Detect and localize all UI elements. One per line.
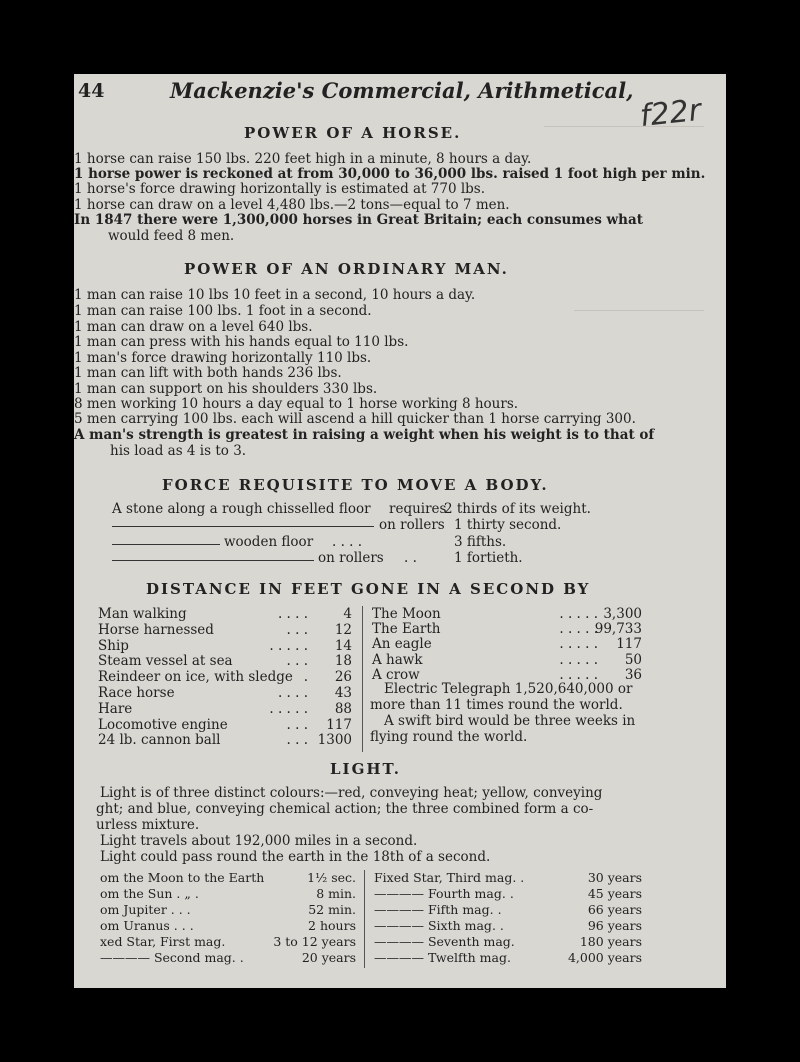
light-left-row-value: 3 to 12 years	[273, 934, 356, 949]
bleed-through-mark	[544, 126, 704, 135]
distance-left-row-label: Locomotive engine	[98, 716, 228, 733]
distance-left-row-label: Hare	[98, 700, 133, 717]
light-left-row-label: ———— Second mag. .	[100, 950, 244, 965]
distance-right-row-leader-dots: . . . . .	[559, 652, 598, 668]
distance-left-row-value: 43	[334, 685, 352, 701]
light-left-row-label: om the Moon to the Earth	[100, 870, 265, 885]
horse-line-4: 1 horse can draw on a level 4,480 lbs.—2 tons—equal to 7 men.	[74, 197, 510, 213]
horse-line-5: In 1847 there were 1,300,000 horses in Great Britain; each consumes what	[74, 212, 643, 228]
running-head: Mackenzie's Commercial, Arithmetical,	[170, 78, 634, 103]
distance-right-row-value: 3,300	[603, 606, 642, 622]
light-left-row-value: 1½ sec.	[307, 870, 356, 885]
distance-left-row-label: Race horse	[98, 685, 175, 701]
page-number: 44	[78, 80, 105, 102]
distance-left-row-label: Ship	[98, 637, 129, 654]
distance-left-row-value: 18	[334, 653, 352, 670]
distance-right-row-label: A hawk	[372, 651, 423, 668]
distance-left-row-value: 117	[326, 716, 352, 733]
light-right-row-value: 66 years	[587, 902, 642, 917]
distance-left-row-leader-dots: . . .	[286, 717, 308, 733]
section-heading-distance: DISTANCE IN FEET GONE IN A SECOND BY	[146, 580, 591, 598]
light-right-row-value: 30 years	[587, 870, 642, 885]
distance-left-row-leader-dots: . . . .	[277, 686, 308, 701]
man-line-11: his load as 4 is to 3.	[110, 443, 247, 459]
man-line-1: 1 man can raise 10 lbs 10 feet in a second, 10 hours a day.	[74, 287, 476, 303]
light-left-row-value: 20 years	[301, 950, 356, 965]
force-row3-label: wooden floor	[224, 534, 314, 550]
distance-right-row-value: 36	[624, 666, 642, 683]
light-right-row-label: ———— Sixth mag. .	[374, 918, 504, 933]
man-line-2: 1 man can raise 100 lbs. 1 foot in a second.	[74, 303, 372, 319]
telegraph-line-2: more than 11 times round the world.	[370, 697, 623, 713]
section-heading-horse: POWER OF A HORSE.	[244, 124, 462, 142]
distance-right-row-leader-dots: . . . . .	[559, 622, 598, 638]
distance-left-row-label: Steam vessel at sea	[98, 653, 233, 670]
ditto-rule	[112, 544, 220, 545]
man-line-4: 1 man can press with his hands equal to 110 lbs.	[74, 334, 409, 350]
distance-right-row-label: An eagle	[372, 636, 432, 653]
telegraph-line-1: Electric Telegraph 1,520,640,000 or	[384, 681, 633, 697]
light-line-5: Light could pass round the earth in the 18th of a second.	[100, 849, 491, 865]
distance-right-row-value: 50	[624, 651, 642, 668]
force-row2-value: 1 thirty second.	[454, 517, 562, 533]
distance-left-row-label: Reindeer on ice, with sledge	[98, 669, 293, 686]
man-line-5: 1 man's force drawing horizontally 110 lbs.	[74, 350, 372, 366]
horse-line-6: would feed 8 men.	[108, 228, 235, 244]
light-right-row-label: ———— Fifth mag. .	[374, 902, 502, 917]
distance-right-row-leader-dots: . . . . .	[559, 667, 598, 683]
light-right-row-value: 45 years	[587, 886, 642, 901]
distance-left-row-label: 24 lb. cannon ball	[98, 732, 221, 749]
light-right-row-label: ———— Fourth mag. .	[374, 886, 514, 901]
column-divider	[364, 870, 365, 968]
force-row2-label: on rollers	[379, 517, 445, 533]
light-line-1: Light is of three distinct colours:—red, conveying heat; yellow, conveying	[100, 785, 603, 801]
force-row1-value: 2 thirds of its weight.	[444, 501, 591, 517]
distance-left-row-leader-dots: . . .	[286, 733, 308, 749]
horse-line-3: 1 horse's force drawing horizontally is estimated at 770 lbs.	[74, 181, 486, 197]
telegraph-line-3: A swift bird would be three weeks in	[384, 713, 636, 729]
man-line-3: 1 man can draw on a level 640 lbs.	[74, 319, 313, 335]
scanned-page	[74, 74, 726, 988]
light-line-4: Light travels about 192,000 miles in a second.	[100, 833, 418, 849]
force-row4-value: 1 fortieth.	[454, 550, 523, 566]
force-row4-dots: . .	[404, 550, 417, 566]
light-right-row-value: 4,000 years	[567, 950, 642, 965]
man-line-9: 5 men carrying 100 lbs. each will ascend a hill quicker than 1 horse carrying 300.	[74, 411, 636, 427]
light-right-row-value: 180 years	[579, 934, 642, 949]
light-left-row-value: 2 hours	[308, 918, 356, 933]
section-heading-man: POWER OF AN ORDINARY MAN.	[184, 260, 509, 278]
force-row1-subject: A stone along a rough chisselled floor	[112, 501, 371, 517]
handwritten-folio-note: f22r	[638, 92, 703, 135]
distance-left-row-value: 4	[343, 606, 352, 622]
man-line-10: A man's strength is greatest in raising a weight when his weight is to that of	[74, 427, 655, 443]
distance-right-row-label: A crow	[372, 666, 420, 683]
column-divider	[362, 606, 363, 752]
bleed-through-mark	[574, 310, 704, 319]
light-left-row-label: xed Star, First mag.	[100, 934, 226, 949]
distance-left-row-leader-dots: .	[303, 670, 308, 686]
ditto-rule	[112, 560, 314, 561]
distance-right-row-value: 99,733	[594, 621, 642, 638]
section-heading-light: LIGHT.	[330, 760, 401, 778]
distance-right-row-label: The Moon	[372, 606, 441, 622]
force-row3-value: 3 fifths.	[454, 534, 507, 550]
man-line-6: 1 man can lift with both hands 236 lbs.	[74, 365, 342, 381]
distance-left-row-label: Man walking	[98, 606, 187, 622]
distance-left-row-leader-dots: . . . . .	[269, 638, 308, 654]
telegraph-line-4: flying round the world.	[370, 729, 528, 745]
ditto-rule	[112, 526, 374, 527]
distance-right-row-value: 117	[616, 636, 642, 653]
section-heading-force: FORCE REQUISITE TO MOVE A BODY.	[162, 476, 549, 494]
distance-left-row-leader-dots: . . .	[286, 622, 308, 638]
light-right-row-label: ———— Twelfth mag.	[374, 950, 511, 965]
horse-line-1: 1 horse can raise 150 lbs. 220 feet high in a minute, 8 hours a day.	[74, 151, 532, 167]
distance-left-row-leader-dots: . . . .	[277, 607, 308, 622]
man-line-8: 8 men working 10 hours a day equal to 1 horse working 8 hours.	[74, 396, 519, 412]
distance-left-row-value: 1300	[317, 732, 352, 749]
force-row4-label: on rollers	[318, 550, 384, 566]
light-right-row-label: Fixed Star, Third mag. .	[374, 870, 525, 885]
light-left-row-label: om Jupiter . . .	[100, 902, 191, 917]
distance-left-row-value: 88	[334, 700, 352, 717]
light-line-2: ght; and blue, conveying chemical action; the three combined form a co-	[96, 801, 594, 817]
force-row1-requires: requires	[389, 501, 447, 517]
man-line-7: 1 man can support on his shoulders 330 lbs.	[74, 381, 378, 397]
light-line-3: urless mixture.	[96, 817, 200, 833]
light-left-row-value: 8 min.	[316, 886, 356, 901]
light-left-row-label: om Uranus . . .	[100, 918, 194, 933]
distance-left-row-label: Horse harnessed	[98, 621, 214, 638]
distance-left-row-leader-dots: . . . . .	[269, 701, 308, 717]
force-row3-dots: . . . .	[332, 534, 363, 550]
distance-right-row-leader-dots: . . . . .	[559, 607, 598, 622]
distance-right-row-label: The Earth	[372, 621, 441, 638]
distance-right-row-leader-dots: . . . . .	[559, 637, 598, 653]
light-right-row-value: 96 years	[587, 918, 642, 933]
distance-left-row-value: 12	[334, 621, 352, 638]
distance-left-row-leader-dots: . . .	[286, 654, 308, 670]
light-left-row-value: 52 min.	[308, 902, 356, 917]
distance-left-row-value: 26	[334, 669, 352, 686]
distance-left-row-value: 14	[334, 637, 352, 654]
light-left-row-label: om the Sun . „ .	[100, 886, 199, 901]
horse-line-2: 1 horse power is reckoned at from 30,000 to 36,000 lbs. raised 1 foot high per min.	[74, 166, 706, 182]
light-right-row-label: ———— Seventh mag.	[374, 934, 515, 949]
